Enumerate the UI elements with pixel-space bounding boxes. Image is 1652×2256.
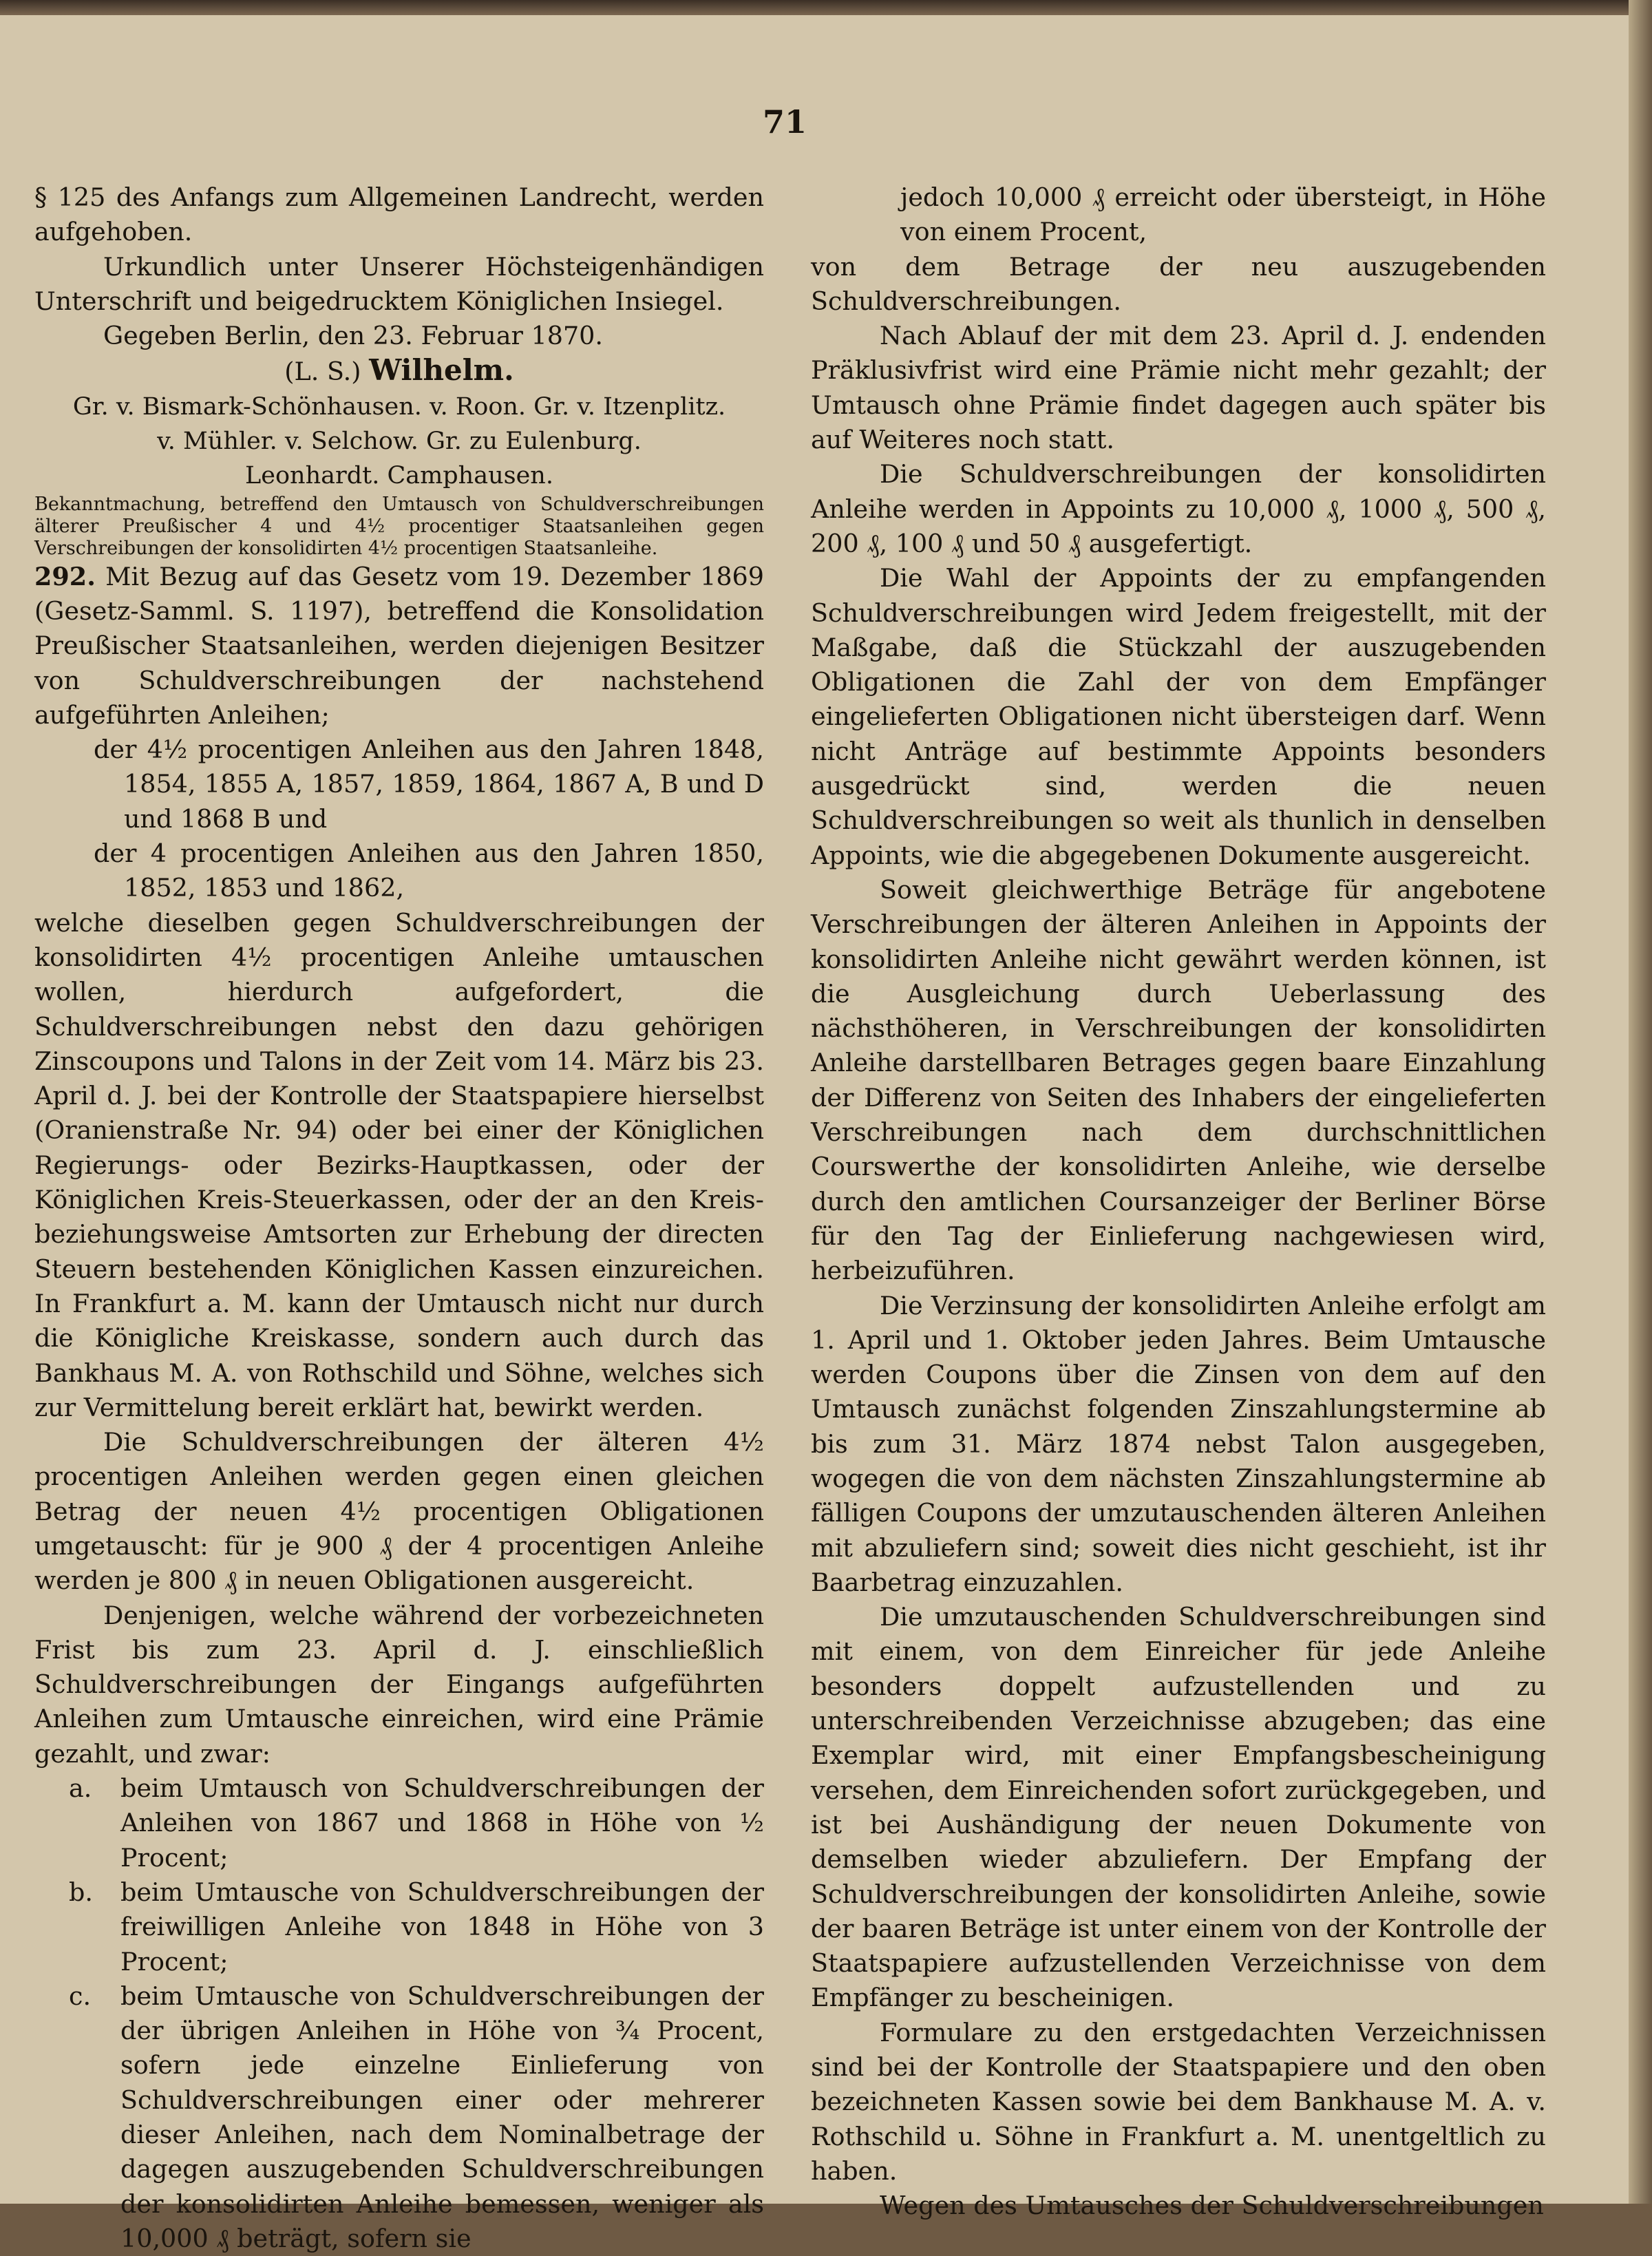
book-edge-top [0,0,1652,15]
section-number: 292. [34,561,96,591]
paragraph [34,560,764,732]
paragraph: Soweit gleichwerthige Beträge für angebotene Verschreibungen der älteren Anleihen in Appoints der konsolidirten Anleihe nicht gewährt werden können, ist die Ausgleichung durch Ueberlassung des nächsthöheren, in Verschreibungen der konsolidirten Anleihe darstellbaren Betrages gegen baare Einzahlung der Differenz von Seiten des Inhabers der eingelieferten Verschreibungen nach dem durchschnittlichen Courswerthe der konsolidirten Anleihe, wie derselbe durch den amtlichen Coursanzeiger der Berliner Börse für den Tag der Einlieferung nachgewiesen wird, herbeizuführen. [811,874,1546,1286]
item-label: b. [69,1877,93,1907]
right-column [811,180,1546,2224]
signatories: v. Mühler. v. Selchow. Gr. zu Eulenburg. [157,428,642,456]
book-edge-right [1629,0,1652,2204]
paragraph: Die umzutauschenden Schuldverschreibungen sind mit einem, von dem Einreicher für jede Anleihe besonders doppelt aufzustellenden und zu unterschreibenden Verzeichnisse abzugeben; das eine Exemplar wird, mit einer Empfangsbescheinigung versehen, dem Einreichenden sofort zurückgegeben, und ist bei Aushändigung der neuen Dokumente von demselben wieder abzuliefern. Der Empfang der Schuldverschreibungen der konsolidirten Anleihe, sowie der baaren Beträge ist unter einem von der Kontrolle der Staatspapiere aufzustellenden Verzeichnisse von dem Empfänger zu bescheinigen. [811,1602,1546,2013]
paragraph: Formulare zu den erstgedachten Verzeichnissen sind bei der Kontrolle der Staatspapiere und den oben bezeichneten Kassen sowie bei dem Bankhause M. A. v. Rothschild u. Söhne in Frankfurt a. M. unentgeltlich zu haben. [811,2017,1546,2186]
item-text: beim Umtausche von Schuldverschreibungen der freiwilligen Anleihe von 1848 in Höhe von 3 Procent; [120,1877,764,1976]
paragraph-text: Mit Bezug auf das Gesetz vom 19. Dezember 1869 (Gesetz-Samml. S. 1197), betreffend die Konsolidation Preußischer Staatsanleihen, werden diejenigen Besitzer von Schuldverschreibungen der nachstehend aufgeführten Anleihen; [34,561,764,730]
paragraph: Die Schuldverschreibungen der konsolidirten Anleihe werden in Appoints zu 10,000 ₰, 1000 ₰, 500 ₰, 200 ₰, 100 ₰ und 50 ₰ ausgefertigt. [811,459,1546,558]
paragraph: Nach Ablauf der mit dem 23. April d. J. endenden Präklusivfrist wird eine Prämie nicht mehr gezahlt; der Umtausch ohne Prämie findet dagegen auch später bis auf Weiteres noch statt. [811,321,1546,455]
notice-title: Bekanntmachung, betreffend den Umtausch von Schuldverschreibungen älterer Preußischer 4 und 4½ procentiger Staatsanleihen gegen Verschreibungen der konsolidirten 4½ procentigen Staatsanleihe. [34,493,764,559]
paragraph: Die Verzinsung der konsolidirten Anleihe erfolgt am 1. April und 1. Oktober jeden Jahres. Beim Umtausche werden Coupons über die Zinsen von dem auf den Umtausch zunächst folgenden Zinszahlungstermine ab bis zum 31. März 1874 nebst Talon ausgegeben, wogegen die von dem nächsten Zinszahlungstermine ab fälligen Coupons der umzutauschenden älteren Anleihen mit abzuliefern sind; soweit dies nicht geschieht, ist ihr Baarbetrag einzuzahlen. [811,1290,1546,1597]
paragraph: Denjenigen, welche während der vorbezeichneten Frist bis zum 23. April d. J. einschließlich Schuldverschreibungen der Eingangs aufgeführten Anleihen zum Umtausche einreichen, wird eine Prämie gezahlt, und zwar: [34,1600,764,1769]
monarch-signature: Wilhelm. [369,353,514,388]
item-label: c. [69,1981,92,2011]
list-item: der 4½ procentigen Anleihen aus den Jahren 1848, 1854, 1855 A, 1857, 1859, 1864, 1867 A, B und D und 1868 B und [94,735,764,834]
item-text: beim Umtausche von Schuldverschreibungen der der übrigen Anleihen in Höhe von ¾ Procent, sofern jede einzelne Einlieferung von Schuldverschreibungen einer oder mehrerer dieser Anleihen, nach dem Nominalbetrage der dagegen auszugebenden Schuldverschreibungen der konsolidirten Anleihe bemessen, weniger als 10,000 ₰ beträgt, sofern sie [120,1981,764,2253]
list-item [34,1875,764,1979]
list-item [34,1771,764,1875]
left-column [34,180,764,2256]
date-line: Gegeben Berlin, den 23. Februar 1870. [103,321,604,351]
seal-line [34,353,764,389]
paragraph: von dem Betrage der neu auszugebenden Schuldverschreibungen. [811,251,1546,316]
list-item: der 4 procentigen Anleihen aus den Jahren 1850, 1852, 1853 und 1862, [94,839,764,903]
page-number: 71 [762,103,807,140]
item-label: a. [69,1773,92,1804]
paragraph: Die Schuldverschreibungen der älteren 4½ procentigen Anleihen werden gegen einen gleichen Betrag der neuen 4½ procentigen Obligationen umgetauscht: für je 900 ₰ der 4 procentigen Anleihe werden je 800 ₰ in neuen Obligationen ausgereicht. [34,1427,764,1596]
signatories: Leonhardt. Camphausen. [245,462,553,490]
signatories: Gr. v. Bismark-Schönhausen. v. Roon. Gr. v. Itzenplitz. [72,392,726,421]
paragraph: jedoch 10,000 ₰ erreicht oder übersteigt, in Höhe von einem Procent, [900,182,1546,247]
paragraph: Wegen des Umtausches der Schuldverschreibungen [880,2191,1544,2221]
paragraph: Die Wahl der Appoints der zu empfangenden Schuldverschreibungen wird Jedem freigestellt, mit der Maßgabe, daß die Stückzahl der auszugebenden Obligationen die Zahl der von dem Empfänger eingelieferten Obligationen nicht übersteigen darf. Wenn nicht Anträge auf bestimmte Appoints besonders ausgedrückt sind, werden die neuen Schuldverschreibungen so weit als thunlich in denselben Appoints, wie die abgegebenen Dokumente ausgereicht. [811,563,1546,870]
item-text: beim Umtausch von Schuldverschreibungen der Anleihen von 1867 und 1868 in Höhe von ½ Procent; [120,1773,764,1873]
list-item [34,1979,764,2256]
seal: (L. S.) [284,357,361,387]
paragraph: Urkundlich unter Unserer Höchsteigenhändigen Unterschrift und beigedrucktem Königlichen Insiegel. [34,251,764,316]
paragraph: welche dieselben gegen Schuldverschreibungen der konsolidirten 4½ procentigen Anleihe umtauschen wollen, hierdurch aufgefordert, die Schuldverschreibungen nebst den dazu gehörigen Zinscoupons und Talons in der Zeit vom 14. März bis 23. April d. J. bei der Kontrolle der Staatspapiere hierselbst (Oranienstraße Nr. 94) oder bei einer der Königlichen Regierungs- oder Bezirks-Hauptkassen, oder der Königlichen Kreis-Steuerkassen, oder der an den Kreis- beziehungsweise Amtsorten zur Erhebung der directen Steuern bestehenden Königlichen Kassen einzureichen. In Frankfurt a. M. kann der Umtausch nicht nur durch die Königliche Kreiskasse, sondern auch durch das Bankhaus M. A. von Rothschild und Söhne, welches sich zur Vermittelung bereit erklärt hat, bewirkt werden. [34,907,764,1422]
paragraph: § 125 des Anfangs zum Allgemeinen Landrecht, werden aufgehoben. [34,182,764,247]
